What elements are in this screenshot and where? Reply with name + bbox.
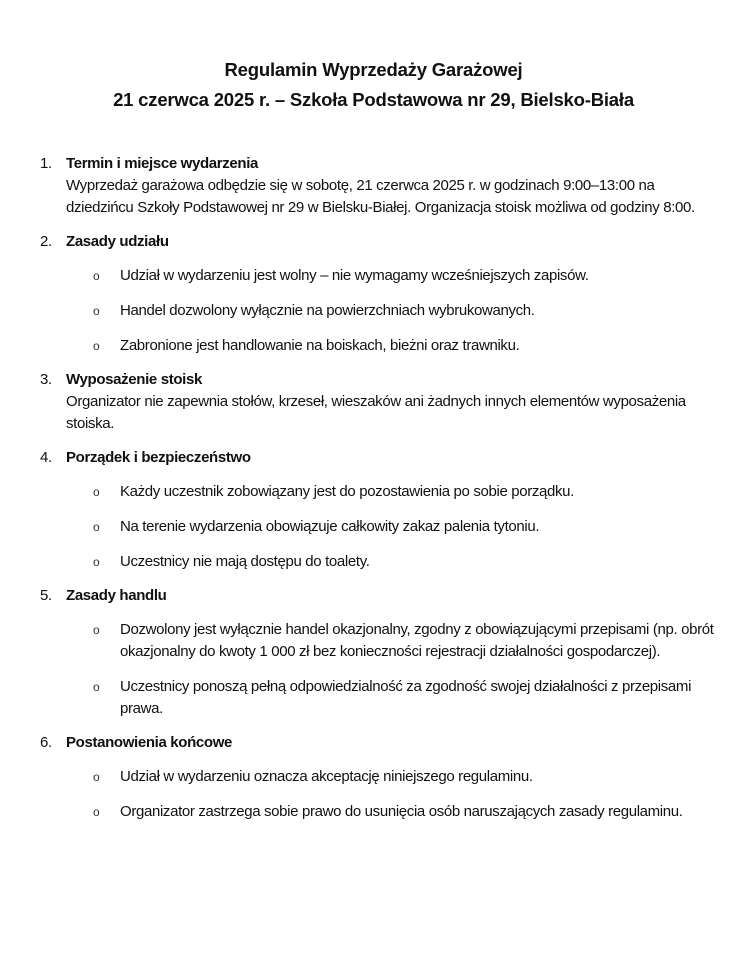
section-title: Wyposażenie stoisk — [66, 371, 202, 388]
bullet-circle-icon: o — [93, 339, 100, 353]
bullet-circle-icon: o — [93, 805, 100, 819]
bullet-circle-icon: o — [93, 555, 100, 569]
list-item — [66, 676, 720, 720]
list-item — [66, 300, 720, 322]
bullet-circle-icon: o — [93, 623, 100, 637]
bullet-circle-icon: o — [93, 485, 100, 499]
list-item — [66, 801, 720, 823]
section-number: 5. — [40, 587, 52, 604]
list-item — [66, 265, 720, 287]
section-number: 3. — [40, 371, 52, 388]
section-title: Zasady handlu — [66, 587, 167, 604]
bullet-list — [66, 619, 720, 720]
document-title — [0, 55, 747, 115]
bullet-list — [66, 766, 720, 823]
bullet-text: Udział w wydarzeniu oznacza akceptację niniejszego regulaminu. — [120, 768, 533, 785]
bullet-text: Dozwolony jest wyłącznie handel okazjonalny, zgodny z obowiązującymi przepisami (np. obrót okazjonalny do kwoty 1 000 zł bez konieczności rejestracji działalności gospodarczej). — [120, 621, 714, 660]
section-body: Wyprzedaż garażowa odbędzie się w sobotę, 21 czerwca 2025 r. w godzinach 9:00–13:00 na dziedzińcu Szkoły Podstawowej nr 29 w Bielsku-Białej. Organizacja stoisk możliwa od godziny 8:00. — [66, 177, 695, 216]
section-number: 4. — [40, 449, 52, 466]
section-body: Organizator nie zapewnia stołów, krzeseł, wieszaków ani żadnych innych elementów wyposażenia stoiska. — [66, 393, 686, 432]
title-line-date-location: 21 czerwca 2025 r. – Szkoła Podstawowa nr 29, Bielsko-Biała — [113, 89, 634, 110]
section-title: Termin i miejsce wydarzenia — [66, 155, 259, 172]
bullet-text: Uczestnicy ponoszą pełną odpowiedzialność za zgodność swojej działalności z przepisami prawa. — [120, 678, 692, 717]
section-number: 6. — [40, 734, 52, 751]
bullet-text: Organizator zastrzega sobie prawo do usunięcia osób naruszających zasady regulaminu. — [120, 803, 683, 820]
bullet-circle-icon: o — [93, 304, 100, 318]
bullet-circle-icon: o — [93, 520, 100, 534]
list-item — [66, 335, 720, 357]
bullet-text: Handel dozwolony wyłącznie na powierzchniach wybrukowanych. — [120, 302, 535, 319]
section-title: Porządek i bezpieczeństwo — [66, 449, 251, 466]
list-item — [66, 766, 720, 788]
bullet-list — [66, 265, 720, 357]
title-line-main: Regulamin Wyprzedaży Garażowej — [224, 59, 523, 80]
bullet-circle-icon: o — [93, 269, 100, 283]
section-title: Postanowienia końcowe — [66, 734, 233, 751]
bullet-text: Zabronione jest handlowanie na boiskach, bieżni oraz trawniku. — [120, 337, 520, 354]
list-item — [66, 481, 720, 503]
bullet-circle-icon: o — [93, 680, 100, 694]
rules-list — [40, 153, 720, 835]
section-order-safety — [40, 447, 720, 573]
bullet-text: Uczestnicy nie mają dostępu do toalety. — [120, 553, 370, 570]
bullet-text: Na terenie wydarzenia obowiązuje całkowity zakaz palenia tytoniu. — [120, 518, 540, 535]
section-stall-equipment — [40, 369, 720, 435]
list-item — [66, 619, 720, 663]
section-title: Zasady udziału — [66, 233, 169, 250]
section-number: 1. — [40, 155, 52, 172]
section-participation-rules — [40, 231, 720, 357]
section-event-time-place — [40, 153, 720, 219]
bullet-circle-icon: o — [93, 770, 100, 784]
section-number: 2. — [40, 233, 52, 250]
list-item — [66, 551, 720, 573]
bullet-list — [66, 481, 720, 573]
section-trade-rules — [40, 585, 720, 720]
bullet-text: Udział w wydarzeniu jest wolny – nie wymagamy wcześniejszych zapisów. — [120, 267, 589, 284]
section-final-provisions — [40, 732, 720, 823]
bullet-text: Każdy uczestnik zobowiązany jest do pozostawienia po sobie porządku. — [120, 483, 574, 500]
list-item — [66, 516, 720, 538]
